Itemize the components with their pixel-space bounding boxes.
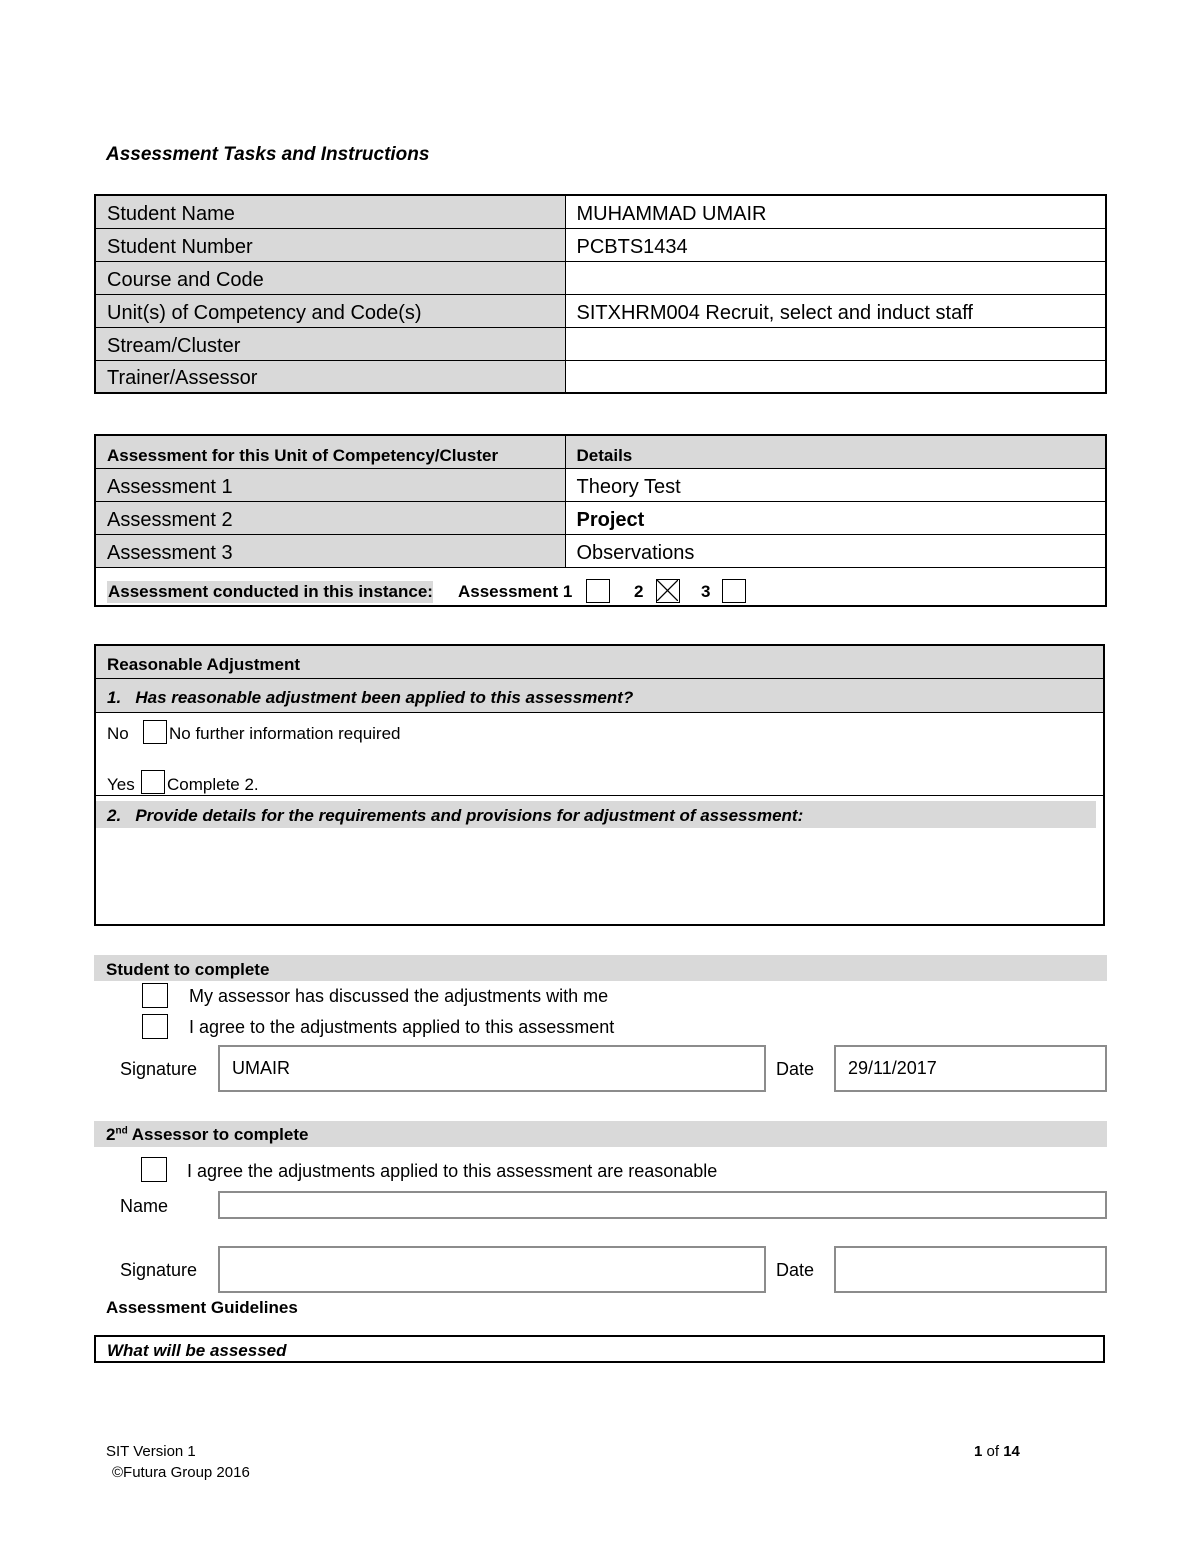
assessment-header-details: Details xyxy=(565,435,1106,468)
no-label: No xyxy=(107,724,129,743)
assessor-name-field[interactable] xyxy=(218,1191,1107,1219)
second-assessor-title: 2nd Assessor to complete xyxy=(106,1125,309,1144)
assessment-conducted-row xyxy=(95,567,1106,606)
assessment-header-label: Assessment for this Unit of Competency/Cluster xyxy=(95,435,565,468)
student-complete-header xyxy=(94,955,1107,981)
assessor-date-field[interactable] xyxy=(834,1246,1107,1293)
agree-reasonable-text: I agree the adjustments applied to this assessment are reasonable xyxy=(187,1161,718,1181)
student-date-field[interactable]: 29/11/2017 xyxy=(834,1045,1107,1092)
table-row xyxy=(95,534,1106,567)
footer-copyright: ©Futura Group 2016 xyxy=(112,1464,250,1481)
table-row xyxy=(95,294,1106,327)
no-checkbox[interactable] xyxy=(143,720,167,744)
assessor-name-label: Name xyxy=(120,1196,169,1216)
assessment-3-value: Observations xyxy=(565,534,1106,567)
second-assessor-header xyxy=(94,1121,1107,1147)
assessment-2-checkbox[interactable] xyxy=(656,579,680,603)
student-date-label: Date xyxy=(776,1059,815,1079)
assessor-signature-field[interactable] xyxy=(218,1246,766,1293)
guidelines-title: Assessment Guidelines xyxy=(106,1298,298,1317)
table-row xyxy=(95,468,1106,501)
assessment-3-checkbox[interactable] xyxy=(722,579,746,603)
yes-label: Yes xyxy=(107,775,135,794)
assessment-1-value: Theory Test xyxy=(565,468,1106,501)
student-signature-field[interactable]: UMAIR xyxy=(218,1045,766,1092)
assessment-opt3-label: 3 xyxy=(701,581,711,601)
yes-text: Complete 2. xyxy=(167,775,259,794)
assessment-conducted-prefix: Assessment 1 xyxy=(458,581,573,601)
student-number-value[interactable]: PCBTS1434 xyxy=(565,228,1106,261)
agree-adjustments-text: I agree to the adjustments applied to this assessment xyxy=(189,1017,615,1037)
divider xyxy=(96,795,1103,796)
assessor-signature-label: Signature xyxy=(120,1260,198,1280)
unit-competency-value[interactable]: SITXHRM004 Recruit, select and induct staff xyxy=(565,294,1106,327)
reasonable-adjustment-header xyxy=(96,646,1103,679)
footer-page-number: 1 of 14 xyxy=(974,1443,1020,1460)
table-row xyxy=(95,261,1106,294)
table-row xyxy=(95,360,1106,393)
checkmark-x-icon xyxy=(657,580,678,601)
student-signature-label: Signature xyxy=(120,1059,198,1079)
student-number-label: Student Number xyxy=(95,228,565,261)
table-row xyxy=(95,327,1106,360)
stream-cluster-value[interactable] xyxy=(565,327,1106,360)
course-code-value[interactable] xyxy=(565,261,1106,294)
table-row xyxy=(95,228,1106,261)
question-1-row xyxy=(96,679,1103,713)
reasonable-adjustment-section xyxy=(94,644,1105,926)
page-title: Assessment Tasks and Instructions xyxy=(106,144,430,165)
assessment-conducted-label: Assessment conducted in this instance: xyxy=(108,581,433,601)
footer-version: SIT Version 1 xyxy=(106,1443,196,1460)
assessor-date-label: Date xyxy=(776,1260,815,1280)
assessment-1-checkbox[interactable] xyxy=(586,579,610,603)
stream-cluster-label: Stream/Cluster xyxy=(95,327,565,360)
adjustment-details-area[interactable] xyxy=(100,832,1098,920)
assessor-discussed-text: My assessor has discussed the adjustments with me xyxy=(189,986,609,1006)
question-2-text: 2. Provide details for the requirements and provisions for adjustment of assessment: xyxy=(107,806,804,825)
student-info-table xyxy=(94,194,1107,394)
student-name-value[interactable]: MUHAMMAD UMAIR xyxy=(565,195,1106,228)
what-assessed-box xyxy=(94,1335,1105,1363)
student-complete-title: Student to complete xyxy=(106,960,270,979)
no-text: No further information required xyxy=(169,724,401,743)
assessor-discussed-checkbox[interactable] xyxy=(142,983,168,1008)
trainer-assessor-value[interactable] xyxy=(565,360,1106,393)
yes-checkbox[interactable] xyxy=(141,770,165,794)
question-2-row xyxy=(96,801,1096,828)
assessment-2-label: Assessment 2 xyxy=(95,501,565,534)
table-row xyxy=(95,195,1106,228)
agree-adjustments-checkbox[interactable] xyxy=(142,1014,168,1039)
course-code-label: Course and Code xyxy=(95,261,565,294)
table-header-row xyxy=(95,435,1106,468)
assessment-3-label: Assessment 3 xyxy=(95,534,565,567)
what-assessed-text: What will be assessed xyxy=(107,1341,287,1360)
assessment-1-label: Assessment 1 xyxy=(95,468,565,501)
reasonable-adjustment-title: Reasonable Adjustment xyxy=(107,655,301,674)
student-name-label: Student Name xyxy=(95,195,565,228)
table-row xyxy=(95,501,1106,534)
agree-reasonable-checkbox[interactable] xyxy=(141,1157,167,1182)
question-1-text: 1. Has reasonable adjustment been applied to this assessment? xyxy=(107,688,634,707)
assessment-opt2-label: 2 xyxy=(634,581,644,601)
assessment-2-value: Project xyxy=(565,501,1106,534)
assessments-table xyxy=(94,434,1107,607)
table-row xyxy=(95,567,1106,606)
trainer-assessor-label: Trainer/Assessor xyxy=(95,360,565,393)
unit-competency-label: Unit(s) of Competency and Code(s) xyxy=(95,294,565,327)
